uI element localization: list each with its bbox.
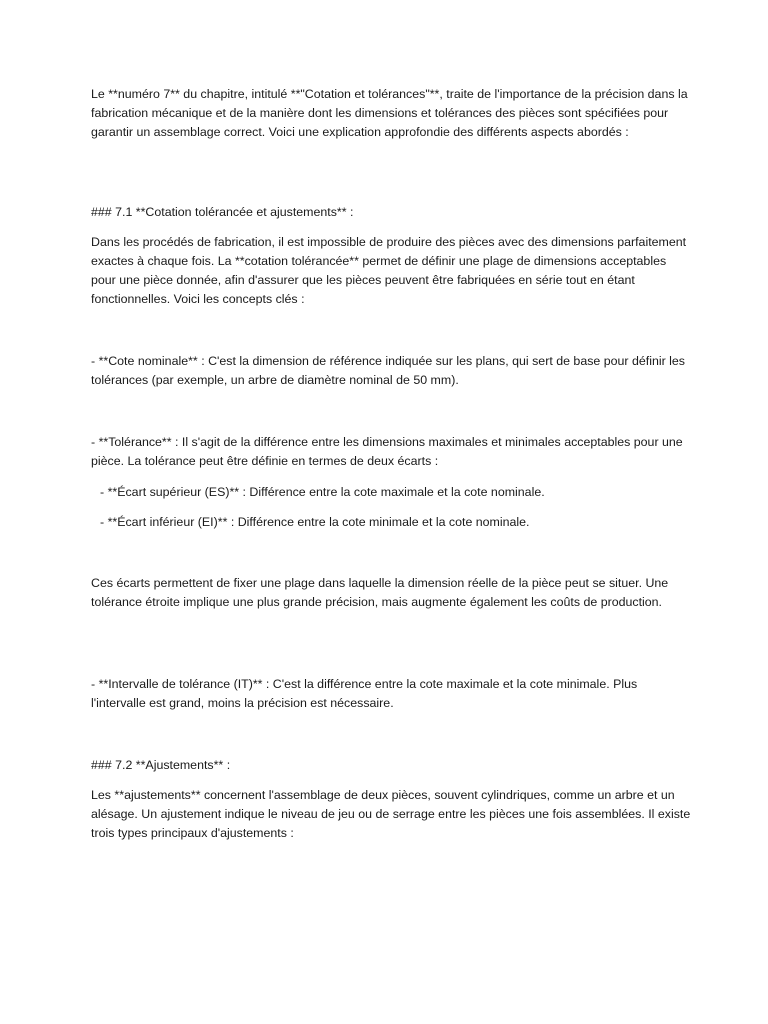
list-item-cote-nominale: - **Cote nominale** : C'est la dimension de référence indiquée sur les plans, qui sert de base pour définir les tolérances (par exemple, un arbre de diamètre nominal de 50 mm).	[91, 354, 686, 387]
sub-list-item-ecart-inferieur: - **Écart inférieur (EI)** : Différence entre la cote minimale et la cote nominale.	[100, 515, 530, 529]
intro-paragraph: Le **numéro 7** du chapitre, intitulé **"Cotation et tolérances"**, traite de l'importance de la précision dans la fabrication mécanique et de la manière dont les dimensions et tolérances des pièces sont spécifiées pour garantir un assemblage correct. Voici une explication approfondie des différents aspects abordés :	[91, 87, 688, 139]
ecarts-paragraph: Ces écarts permettent de fixer une plage dans laquelle la dimension réelle de la pièce peut se situer. Une tolérance étroite implique une plus grande précision, mais augmente également les coûts de production.	[91, 576, 669, 609]
section-heading-7-2: ### 7.2 **Ajustements** :	[91, 758, 231, 772]
section-7-2-paragraph: Les **ajustements** concernent l'assemblage de deux pièces, souvent cylindriques, comme un arbre et un alésage. Un ajustement indique le niveau de jeu ou de serrage entre les pièces une fois assemblées. Il existe trois types principaux d'ajustements :	[91, 788, 691, 840]
list-item-intervalle-tolerance: - **Intervalle de tolérance (IT)** : C'est la différence entre la cote maximale et la cote minimale. Plus l'intervalle est grand, moins la précision est nécessaire.	[91, 677, 638, 710]
sub-list-item-ecart-superieur: - **Écart supérieur (ES)** : Différence entre la cote maximale et la cote nominale.	[100, 485, 545, 499]
section-7-1-paragraph: Dans les procédés de fabrication, il est impossible de produire des pièces avec des dimensions parfaitement exactes à chaque fois. La **cotation tolérancée** permet de définir une plage de dimensions acceptables pour une pièce donnée, afin d'assurer que les pièces peuvent être fabriquées en série tout en étant fonctionnelles. Voici les concepts clés :	[91, 235, 687, 306]
list-item-tolerance: - **Tolérance** : Il s'agit de la différence entre les dimensions maximales et minimales acceptables pour une pièce. La tolérance peut être définie en termes de deux écarts :	[91, 435, 683, 468]
section-heading-7-1: ### 7.1 **Cotation tolérancée et ajustements** :	[91, 205, 354, 219]
